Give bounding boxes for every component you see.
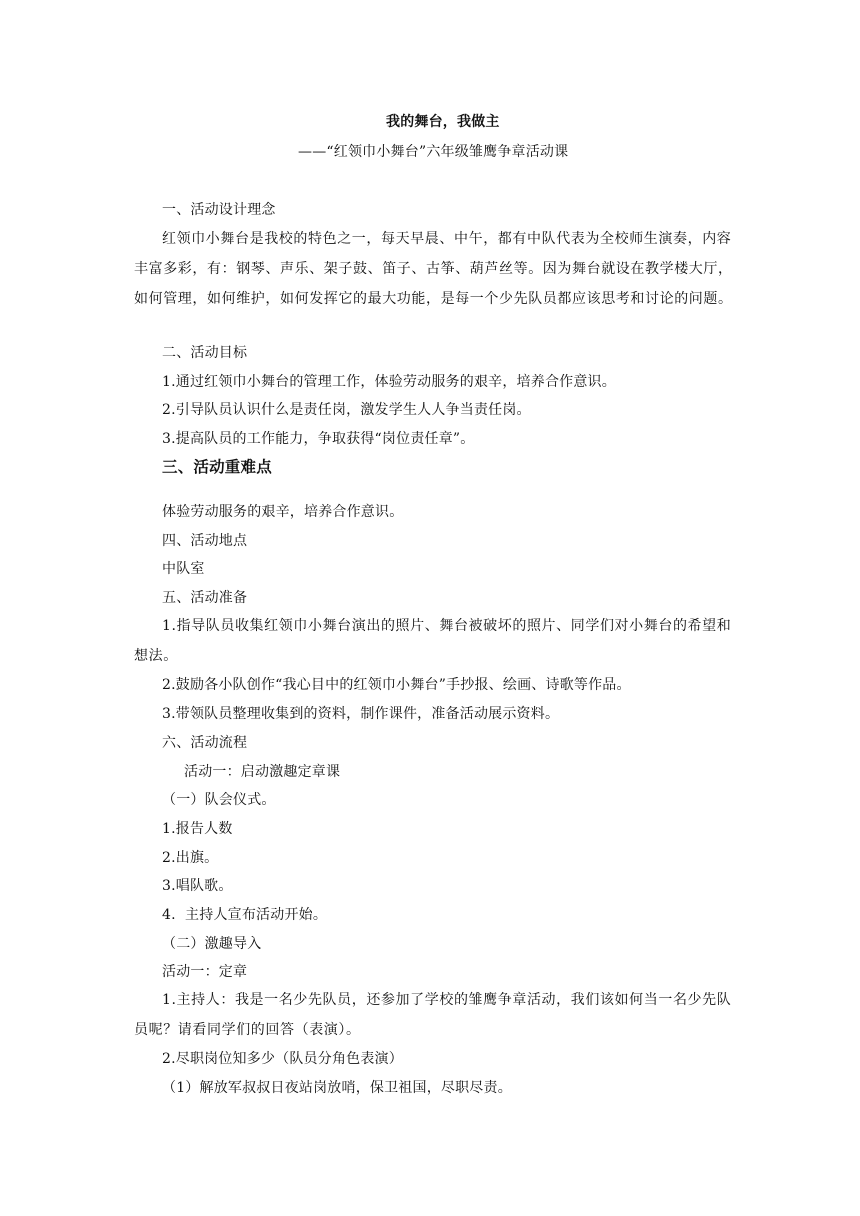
host-paragraph: 1.主持人：我是一名少先队员，还参加了学校的雏鹰争章活动，我们该如何当一名少先队员呢？请看同学们的回答（表演）。 [134, 992, 732, 1038]
section-4-text: 中队室 [162, 561, 205, 577]
section-heading-3: 三、活动重难点 [162, 458, 272, 476]
objective-item-2: 2.引导队员认识什么是责任岗，激发学生人人争当责任岗。 [162, 402, 531, 418]
intro-heading: （二）激趣导入 [162, 936, 262, 952]
section-heading-1: 一、活动设计理念 [162, 202, 276, 218]
ceremony-item-3: 3.唱队歌。 [162, 878, 233, 894]
section-heading-6: 六、活动流程 [162, 735, 248, 751]
ceremony-heading: （一）队会仪式。 [162, 792, 276, 808]
ceremony-item-1: 1.报告人数 [162, 821, 233, 837]
activity-1b-heading: 活动一：定章 [162, 964, 248, 980]
page-subtitle: ——“红领巾小舞台”六年级雏鹰争章活动课 [298, 144, 569, 160]
role-item: 2.尽职岗位知多少（队员分角色表演） [162, 1051, 403, 1067]
preparation-item-3: 3.带领队员整理收集到的资料，制作课件，准备活动展示资料。 [162, 706, 560, 722]
section-heading-5: 五、活动准备 [162, 590, 248, 606]
preparation-item-1: 1.指导队员收集红领巾小舞台演出的照片、舞台被破坏的照片、同学们对小舞台的希望和想法。 [134, 618, 732, 664]
objective-item-1: 1.通过红领巾小舞台的管理工作，体验劳动服务的艰辛，培养合作意识。 [162, 374, 616, 390]
objective-item-3: 3.提高队员的工作能力，争取获得“岗位责任章”。 [162, 431, 475, 447]
section-3-text: 体验劳动服务的艰辛，培养合作意识。 [162, 504, 404, 520]
section-1-paragraph: 红领巾小舞台是我校的特色之一，每天早晨、中午，都有中队代表为全校师生演奏，内容丰富多彩，有：钢琴、声乐、架子鼓、笛子、古筝、葫芦丝等。因为舞台就设在教学楼大厅，如何管理，如何维护，如何发挥它的最大功能，是每一个少先队员都应该思考和讨论的问题。 [134, 231, 733, 307]
activity-1-heading: 活动一：启动激趣定章课 [184, 764, 341, 780]
role-subitem-1: （1）解放军叔叔日夜站岗放哨，保卫祖国，尽职尽责。 [162, 1080, 512, 1096]
section-heading-4: 四、活动地点 [162, 533, 248, 549]
ceremony-item-2: 2.出旗。 [162, 850, 219, 866]
page-title: 我的舞台，我做主 [386, 114, 500, 130]
preparation-item-2: 2.鼓励各小队创作“我心目中的红领巾小舞台”手抄报、绘画、诗歌等作品。 [162, 677, 631, 693]
section-heading-2: 二、活动目标 [162, 345, 248, 361]
ceremony-item-4: 4. 主持人宣布活动开始。 [162, 907, 328, 923]
